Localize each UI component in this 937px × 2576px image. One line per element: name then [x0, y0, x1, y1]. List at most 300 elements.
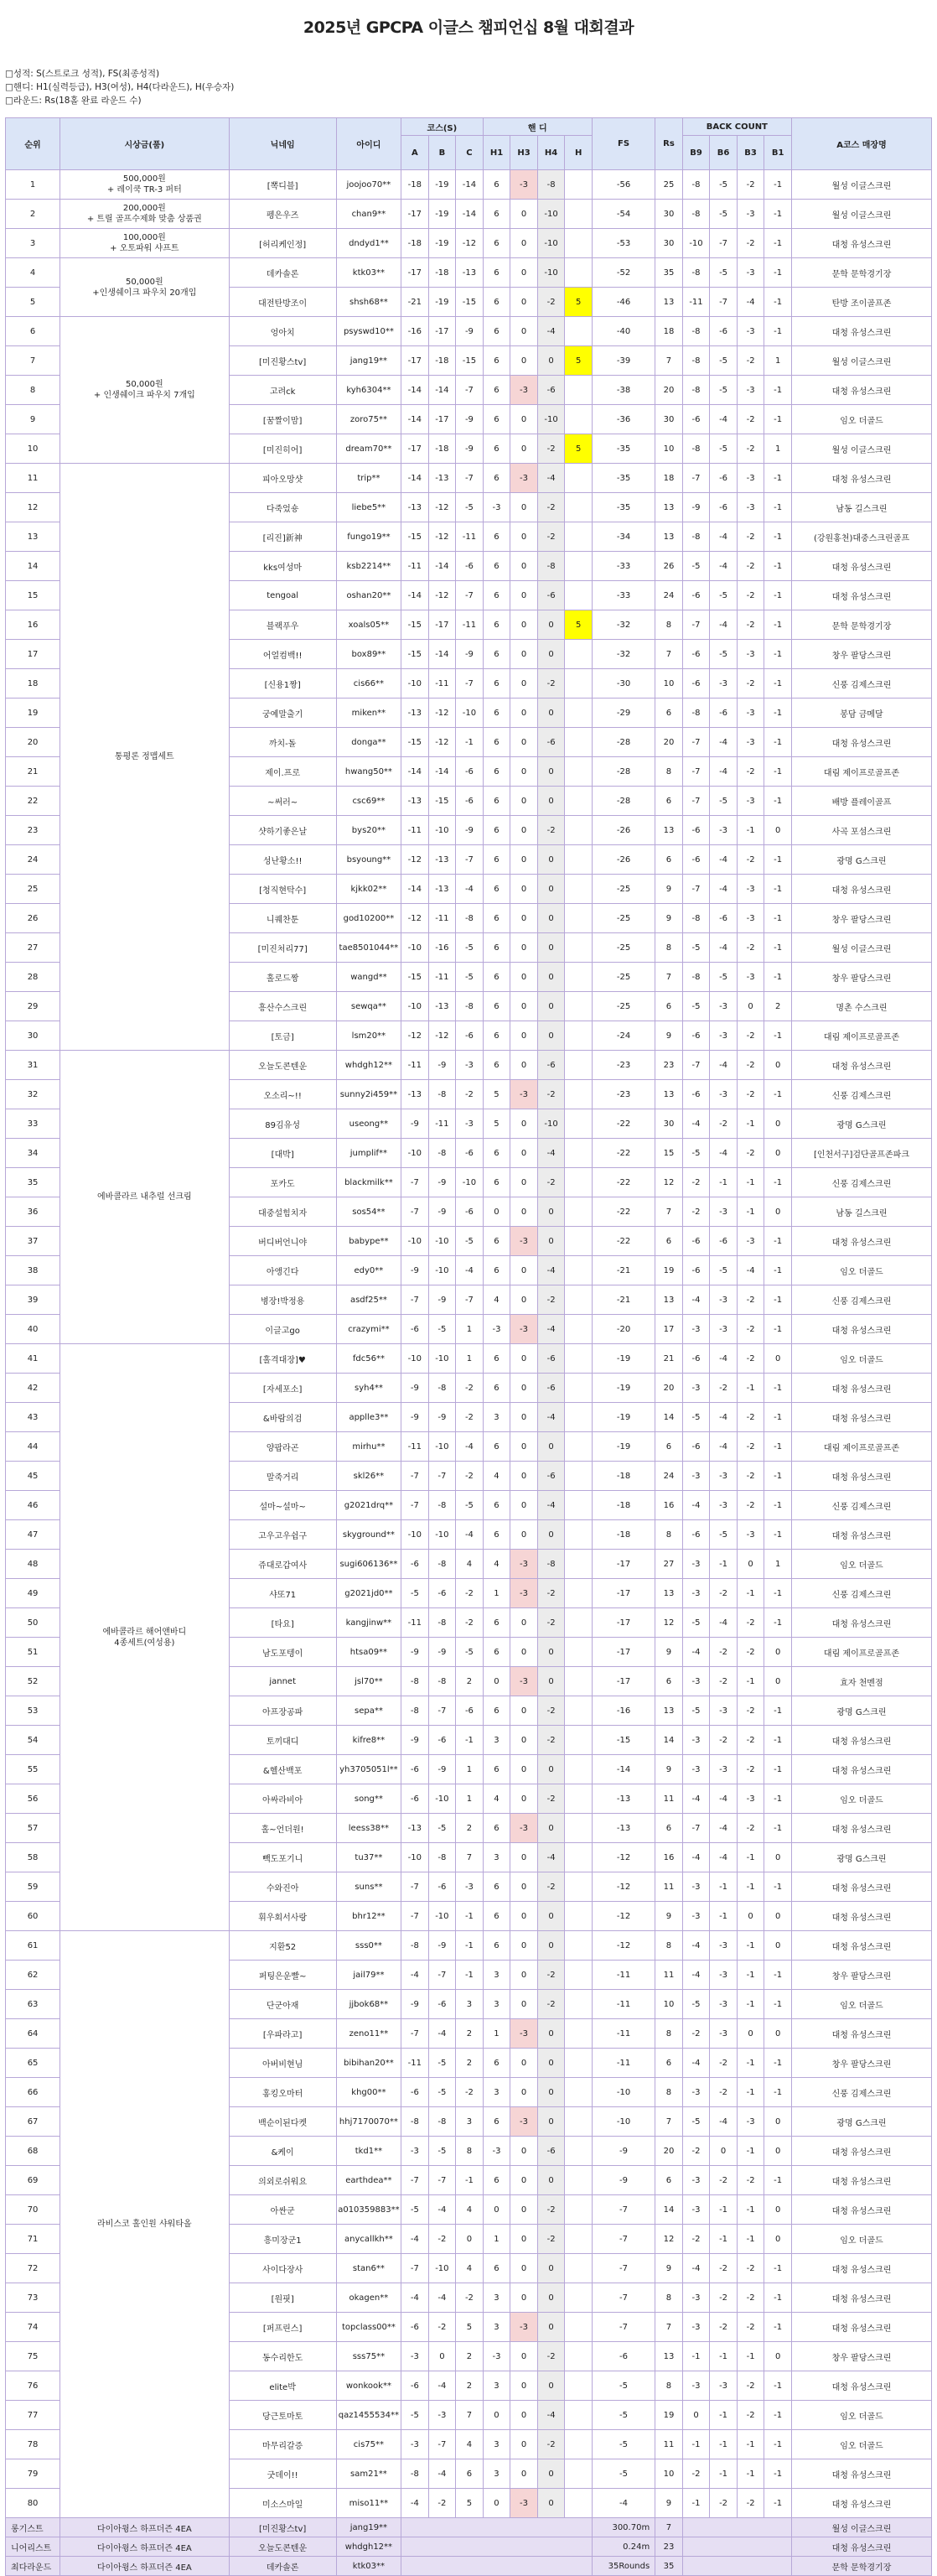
nickname-cell: [타요] — [229, 1608, 336, 1638]
b9-cell: -3 — [682, 2313, 710, 2342]
user-id-cell: fungo19** — [336, 522, 401, 552]
b1-cell: -1 — [764, 757, 792, 787]
b1-cell: 1 — [764, 346, 792, 376]
b-cell: -6 — [428, 1990, 456, 2019]
h4-cell: -6 — [537, 1462, 565, 1491]
user-id-cell: crazymi** — [336, 1315, 401, 1344]
rank-cell: 11 — [6, 464, 60, 493]
fs-cell: -35 — [592, 464, 655, 493]
rs-cell: 13 — [655, 1080, 683, 1109]
user-id-cell: useong** — [336, 1109, 401, 1139]
rs-cell: 13 — [655, 493, 683, 522]
h3-cell: -3 — [510, 464, 538, 493]
h-cell — [565, 2489, 593, 2518]
h3-cell: 0 — [510, 610, 538, 640]
b3-cell: -2 — [737, 2401, 764, 2430]
h4-cell: -4 — [537, 2401, 565, 2430]
b1-cell: 1 — [764, 1550, 792, 1579]
c-cell: -4 — [456, 1256, 484, 1285]
rs-cell: 26 — [655, 552, 683, 581]
store-cell: 신풍 김제스크린 — [791, 1168, 931, 1197]
b-cell: -13 — [428, 875, 456, 904]
nickname-cell: 다죽었숑 — [229, 493, 336, 522]
h1-cell: 3 — [483, 1843, 510, 1872]
b3-cell: -3 — [737, 1784, 764, 1814]
b3-cell: 0 — [737, 992, 764, 1021]
rank-cell: 65 — [6, 2049, 60, 2078]
fs-cell: -28 — [592, 757, 655, 787]
fs-cell: -24 — [592, 1021, 655, 1051]
nickname-cell: jannet — [229, 1667, 336, 1696]
b-cell: -7 — [428, 2430, 456, 2459]
a-cell: -6 — [401, 1315, 429, 1344]
b-cell: -12 — [428, 493, 456, 522]
h1-cell: 6 — [483, 787, 510, 816]
c-cell: 2 — [456, 2342, 484, 2371]
rank-cell: 63 — [6, 1990, 60, 2019]
h4-cell: -4 — [537, 1843, 565, 1872]
b1-cell: 0 — [764, 1638, 792, 1667]
b9-cell: -3 — [682, 1872, 710, 1902]
b9-cell: -7 — [682, 464, 710, 493]
h1-cell: 6 — [483, 1608, 510, 1638]
b6-cell: -4 — [710, 1051, 738, 1080]
award-user-id: ktk03** — [336, 2557, 401, 2576]
store-cell: 명촌 수스크린 — [791, 992, 931, 1021]
h-cell: 5 — [565, 346, 593, 376]
h1-cell: 6 — [483, 1755, 510, 1784]
h4-cell: -8 — [537, 552, 565, 581]
b3-cell: -2 — [737, 1814, 764, 1843]
b3-cell: -2 — [737, 1608, 764, 1638]
nickname-cell: 의외로쉬워요 — [229, 2166, 336, 2195]
b-cell: -12 — [428, 728, 456, 757]
store-cell: 대청 유성스크린 — [791, 1902, 931, 1931]
b-cell: -6 — [428, 1872, 456, 1902]
award-row — [6, 2557, 932, 2576]
b1-cell: -1 — [764, 2078, 792, 2107]
b6-cell: -1 — [710, 2342, 738, 2371]
user-id-cell: kjkk02** — [336, 875, 401, 904]
header-store: A코스 매장명 — [791, 118, 931, 170]
fs-cell: -5 — [592, 2371, 655, 2401]
b-cell: -11 — [428, 963, 456, 992]
h1-cell: 6 — [483, 904, 510, 933]
fs-cell: -39 — [592, 346, 655, 376]
h3-cell: 0 — [510, 2401, 538, 2430]
c-cell: -6 — [456, 787, 484, 816]
nickname-cell: 수와진아 — [229, 1872, 336, 1902]
h-cell — [565, 2166, 593, 2195]
b9-cell: -3 — [682, 2166, 710, 2195]
b3-cell: -2 — [737, 405, 764, 434]
h4-cell: -4 — [537, 1315, 565, 1344]
user-id-cell: earthdea** — [336, 2166, 401, 2195]
b9-cell: -11 — [682, 288, 710, 317]
b-cell: -6 — [428, 1579, 456, 1608]
b3-cell: -2 — [737, 2166, 764, 2195]
h1-cell: 5 — [483, 1080, 510, 1109]
h3-cell: 0 — [510, 1608, 538, 1638]
b9-cell: -1 — [682, 2489, 710, 2518]
h1-cell: 6 — [483, 816, 510, 845]
nickname-cell: [미진히어] — [229, 434, 336, 464]
h3-cell: -3 — [510, 1579, 538, 1608]
h1-cell: 6 — [483, 2254, 510, 2283]
a-cell: -17 — [401, 200, 429, 229]
user-id-cell: sam21** — [336, 2459, 401, 2489]
fs-cell: -17 — [592, 1608, 655, 1638]
b9-cell: -7 — [682, 875, 710, 904]
nickname-cell: [뽁디블] — [229, 170, 336, 200]
user-id-cell: edy0** — [336, 1256, 401, 1285]
h-cell — [565, 933, 593, 963]
b3-cell: -2 — [737, 1432, 764, 1462]
rank-cell: 41 — [6, 1344, 60, 1374]
h4-cell: -6 — [537, 728, 565, 757]
store-cell: 남동 길스크린 — [791, 1197, 931, 1227]
user-id-cell: miso11** — [336, 2489, 401, 2518]
c-cell: 5 — [456, 2489, 484, 2518]
b-cell: -12 — [428, 1021, 456, 1051]
h4-cell: -4 — [537, 1491, 565, 1520]
h1-cell: 0 — [483, 2489, 510, 2518]
fs-cell: -28 — [592, 728, 655, 757]
b9-cell: -5 — [682, 1139, 710, 1168]
store-cell: 대청 유성스크린 — [791, 1403, 931, 1432]
nickname-cell: 병장!박정용 — [229, 1285, 336, 1315]
h3-cell: 0 — [510, 405, 538, 434]
rank-cell: 61 — [6, 1931, 60, 1961]
nickname-cell: 엉아치 — [229, 317, 336, 346]
h-cell — [565, 1051, 593, 1080]
rs-cell: 11 — [655, 1784, 683, 1814]
h-cell — [565, 2342, 593, 2371]
user-id-cell: bhr12** — [336, 1902, 401, 1931]
b-cell: -11 — [428, 1109, 456, 1139]
a-cell: -11 — [401, 2049, 429, 2078]
fs-cell: -13 — [592, 1784, 655, 1814]
nickname-cell: 퍼팅은운빨~ — [229, 1961, 336, 1990]
h1-cell: 6 — [483, 317, 510, 346]
nickname-cell: 마무리갈증 — [229, 2430, 336, 2459]
store-cell: 월성 이글스크린 — [791, 933, 931, 963]
fs-cell: -22 — [592, 1109, 655, 1139]
nickname-cell: 남도포텡이 — [229, 1638, 336, 1667]
c-cell: -5 — [456, 1227, 484, 1256]
h4-cell: -2 — [537, 1726, 565, 1755]
nickname-cell: 89김유성 — [229, 1109, 336, 1139]
fs-cell: -35 — [592, 493, 655, 522]
b1-cell: -1 — [764, 1403, 792, 1432]
fs-cell: -23 — [592, 1080, 655, 1109]
h1-cell: 3 — [483, 2078, 510, 2107]
h3-cell: 0 — [510, 581, 538, 610]
header-id: 아이디 — [336, 118, 401, 170]
b3-cell: -1 — [737, 1667, 764, 1696]
store-cell: [인천서구]검단골프존파크 — [791, 1139, 931, 1168]
b1-cell: -1 — [764, 699, 792, 728]
rs-cell: 9 — [655, 2489, 683, 2518]
rank-cell: 57 — [6, 1814, 60, 1843]
b6-cell: -5 — [710, 170, 738, 200]
b-cell: -8 — [428, 1550, 456, 1579]
store-cell: 월성 이글스크린 — [791, 170, 931, 200]
a-cell: -5 — [401, 1579, 429, 1608]
h4-cell: 0 — [537, 1667, 565, 1696]
b1-cell: -1 — [764, 2283, 792, 2313]
rank-cell: 22 — [6, 787, 60, 816]
h-cell — [565, 1139, 593, 1168]
a-cell: -13 — [401, 1814, 429, 1843]
b9-cell: -8 — [682, 699, 710, 728]
b6-cell: -5 — [710, 258, 738, 288]
h-cell — [565, 2078, 593, 2107]
b-cell: -12 — [428, 699, 456, 728]
rank-cell: 19 — [6, 699, 60, 728]
award-blank — [401, 2518, 593, 2537]
h4-cell: -2 — [537, 1696, 565, 1726]
header-b: B — [428, 136, 456, 170]
h4-cell: 0 — [537, 2166, 565, 2195]
h4-cell: -2 — [537, 288, 565, 317]
rs-cell: 35 — [655, 258, 683, 288]
store-cell: 신풍 김제스크린 — [791, 1579, 931, 1608]
h4-cell: -2 — [537, 2430, 565, 2459]
rs-cell: 20 — [655, 376, 683, 405]
fs-cell: -5 — [592, 2459, 655, 2489]
b1-cell: -1 — [764, 1579, 792, 1608]
b1-cell: 2 — [764, 992, 792, 1021]
nickname-cell: 당근토마토 — [229, 2401, 336, 2430]
fs-cell: -11 — [592, 2049, 655, 2078]
b1-cell: 0 — [764, 1902, 792, 1931]
user-id-cell: sewqa** — [336, 992, 401, 1021]
h3-cell: -3 — [510, 2107, 538, 2137]
fs-cell: -18 — [592, 1520, 655, 1550]
fs-cell: -28 — [592, 787, 655, 816]
rank-cell: 13 — [6, 522, 60, 552]
store-cell: 임오 더골드 — [791, 2430, 931, 2459]
a-cell: -10 — [401, 669, 429, 699]
a-cell: -3 — [401, 2137, 429, 2166]
a-cell: -15 — [401, 610, 429, 640]
a-cell: -5 — [401, 2195, 429, 2225]
a-cell: -7 — [401, 1491, 429, 1520]
h4-cell: -10 — [537, 405, 565, 434]
h4-cell: -2 — [537, 2195, 565, 2225]
h4-cell: -10 — [537, 200, 565, 229]
h3-cell: 0 — [510, 288, 538, 317]
a-cell: -10 — [401, 1520, 429, 1550]
rank-cell: 30 — [6, 1021, 60, 1051]
b3-cell: -3 — [737, 258, 764, 288]
h1-cell: 5 — [483, 1109, 510, 1139]
a-cell: -7 — [401, 1872, 429, 1902]
b9-cell: -4 — [682, 1285, 710, 1315]
b1-cell: 1 — [764, 434, 792, 464]
c-cell: -4 — [456, 1432, 484, 1462]
rs-cell: 8 — [655, 757, 683, 787]
b9-cell: -6 — [682, 845, 710, 875]
user-id-cell: trip** — [336, 464, 401, 493]
nickname-cell: &헬산백포 — [229, 1755, 336, 1784]
rank-cell: 20 — [6, 728, 60, 757]
c-cell: -13 — [456, 258, 484, 288]
c-cell: -14 — [456, 200, 484, 229]
store-cell: 대청 유성스크린 — [791, 2313, 931, 2342]
store-cell: 창우 팔당스크린 — [791, 640, 931, 669]
fs-cell: -19 — [592, 1432, 655, 1462]
c-cell: -6 — [456, 552, 484, 581]
rs-cell: 7 — [655, 2313, 683, 2342]
a-cell: -11 — [401, 552, 429, 581]
h4-cell: 0 — [537, 1755, 565, 1784]
nickname-cell: 니퀘찬툰 — [229, 904, 336, 933]
special-awards — [6, 2518, 932, 2576]
award-rounds: 35 — [655, 2557, 683, 2576]
b-cell: -10 — [428, 1344, 456, 1374]
rs-cell: 6 — [655, 992, 683, 1021]
h-cell — [565, 552, 593, 581]
b-cell: -18 — [428, 434, 456, 464]
rank-cell: 33 — [6, 1109, 60, 1139]
store-cell: 대청 유성스크린 — [791, 1051, 931, 1080]
rs-cell: 17 — [655, 1315, 683, 1344]
user-id-cell: kyh6304** — [336, 376, 401, 405]
b9-cell: -6 — [682, 581, 710, 610]
rank-cell: 48 — [6, 1550, 60, 1579]
award-nickname: 오늘도콘텐운 — [229, 2537, 336, 2557]
c-cell: -8 — [456, 992, 484, 1021]
b-cell: -8 — [428, 1491, 456, 1520]
award-rounds: 7 — [655, 2518, 683, 2537]
fs-cell: -12 — [592, 1872, 655, 1902]
user-id-cell: hhj7170070** — [336, 2107, 401, 2137]
a-cell: -6 — [401, 1755, 429, 1784]
b1-cell: 0 — [764, 2019, 792, 2049]
h4-cell: -2 — [537, 816, 565, 845]
store-cell: 신풍 김제스크린 — [791, 1491, 931, 1520]
h1-cell: 6 — [483, 669, 510, 699]
nickname-cell: 흥산수스크린 — [229, 992, 336, 1021]
fs-cell: -11 — [592, 2019, 655, 2049]
nickname-cell: [원핏] — [229, 2283, 336, 2313]
b6-cell: -6 — [710, 317, 738, 346]
c-cell: -1 — [456, 2166, 484, 2195]
h-cell — [565, 1902, 593, 1931]
store-cell: 봉담 금메달 — [791, 699, 931, 728]
fs-cell: -7 — [592, 2195, 655, 2225]
b9-cell: -3 — [682, 2371, 710, 2401]
h3-cell: 0 — [510, 346, 538, 376]
rank-cell: 37 — [6, 1227, 60, 1256]
h1-cell: 3 — [483, 2430, 510, 2459]
h3-cell: 0 — [510, 2195, 538, 2225]
rank-cell: 76 — [6, 2371, 60, 2401]
user-id-cell: dream70** — [336, 434, 401, 464]
b6-cell: -4 — [710, 405, 738, 434]
h3-cell: 0 — [510, 317, 538, 346]
a-cell: -11 — [401, 1432, 429, 1462]
h1-cell: 6 — [483, 1344, 510, 1374]
store-cell: 대청 유성스크린 — [791, 1814, 931, 1843]
b3-cell: -2 — [737, 757, 764, 787]
rs-cell: 9 — [655, 1638, 683, 1667]
a-cell: -9 — [401, 1990, 429, 2019]
nickname-cell: 아싸라비아 — [229, 1784, 336, 1814]
h3-cell: 0 — [510, 1931, 538, 1961]
h-cell — [565, 317, 593, 346]
c-cell: -15 — [456, 346, 484, 376]
b1-cell: 0 — [764, 1139, 792, 1168]
fs-cell: -53 — [592, 229, 655, 258]
h-cell: 5 — [565, 610, 593, 640]
b3-cell: -3 — [737, 464, 764, 493]
b-cell: -9 — [428, 1285, 456, 1315]
store-cell: 남동 길스크린 — [791, 493, 931, 522]
prize-cell: 50,000원 +인생쉐이크 파우치 20개입 — [60, 258, 229, 317]
b6-cell: -2 — [710, 2254, 738, 2283]
store-cell: 문학 문학경기장 — [791, 258, 931, 288]
b9-cell: -8 — [682, 522, 710, 552]
store-cell: 대청 유성스크린 — [791, 581, 931, 610]
h3-cell: -3 — [510, 1315, 538, 1344]
b3-cell: -4 — [737, 288, 764, 317]
header-h: H — [565, 136, 593, 170]
nickname-cell: 피아오망샷 — [229, 464, 336, 493]
b9-cell: -4 — [682, 1784, 710, 1814]
b1-cell: 0 — [764, 2195, 792, 2225]
fs-cell: -5 — [592, 2401, 655, 2430]
b-cell: -14 — [428, 376, 456, 405]
b1-cell: -1 — [764, 552, 792, 581]
store-cell: 창우 팔당스크린 — [791, 2049, 931, 2078]
user-id-cell: ktk03** — [336, 258, 401, 288]
h3-cell: 0 — [510, 522, 538, 552]
b1-cell: -1 — [764, 581, 792, 610]
store-cell: 대청 유성스크린 — [791, 2166, 931, 2195]
h4-cell: -6 — [537, 581, 565, 610]
h4-cell: 0 — [537, 875, 565, 904]
b9-cell: -6 — [682, 1021, 710, 1051]
user-id-cell: zoro75** — [336, 405, 401, 434]
h3-cell: 0 — [510, 875, 538, 904]
store-cell: 대청 유성스크린 — [791, 2019, 931, 2049]
h4-cell: -2 — [537, 493, 565, 522]
nickname-cell: 굿데이!! — [229, 2459, 336, 2489]
b3-cell: -3 — [737, 787, 764, 816]
award-blank — [682, 2537, 791, 2557]
b6-cell: -1 — [710, 1550, 738, 1579]
c-cell: -7 — [456, 464, 484, 493]
h3-cell: 0 — [510, 728, 538, 757]
b6-cell: -3 — [710, 1021, 738, 1051]
c-cell: -2 — [456, 1462, 484, 1491]
h4-cell: -4 — [537, 1139, 565, 1168]
h-cell — [565, 904, 593, 933]
c-cell: -15 — [456, 288, 484, 317]
store-cell: 월성 이글스크린 — [791, 346, 931, 376]
rank-cell: 79 — [6, 2459, 60, 2489]
h3-cell: 0 — [510, 1872, 538, 1902]
b9-cell: -8 — [682, 346, 710, 376]
b-cell: -15 — [428, 787, 456, 816]
b1-cell: -1 — [764, 1491, 792, 1520]
h3-cell: -3 — [510, 1550, 538, 1579]
nickname-cell: 오소리~!! — [229, 1080, 336, 1109]
fs-cell: -4 — [592, 2489, 655, 2518]
